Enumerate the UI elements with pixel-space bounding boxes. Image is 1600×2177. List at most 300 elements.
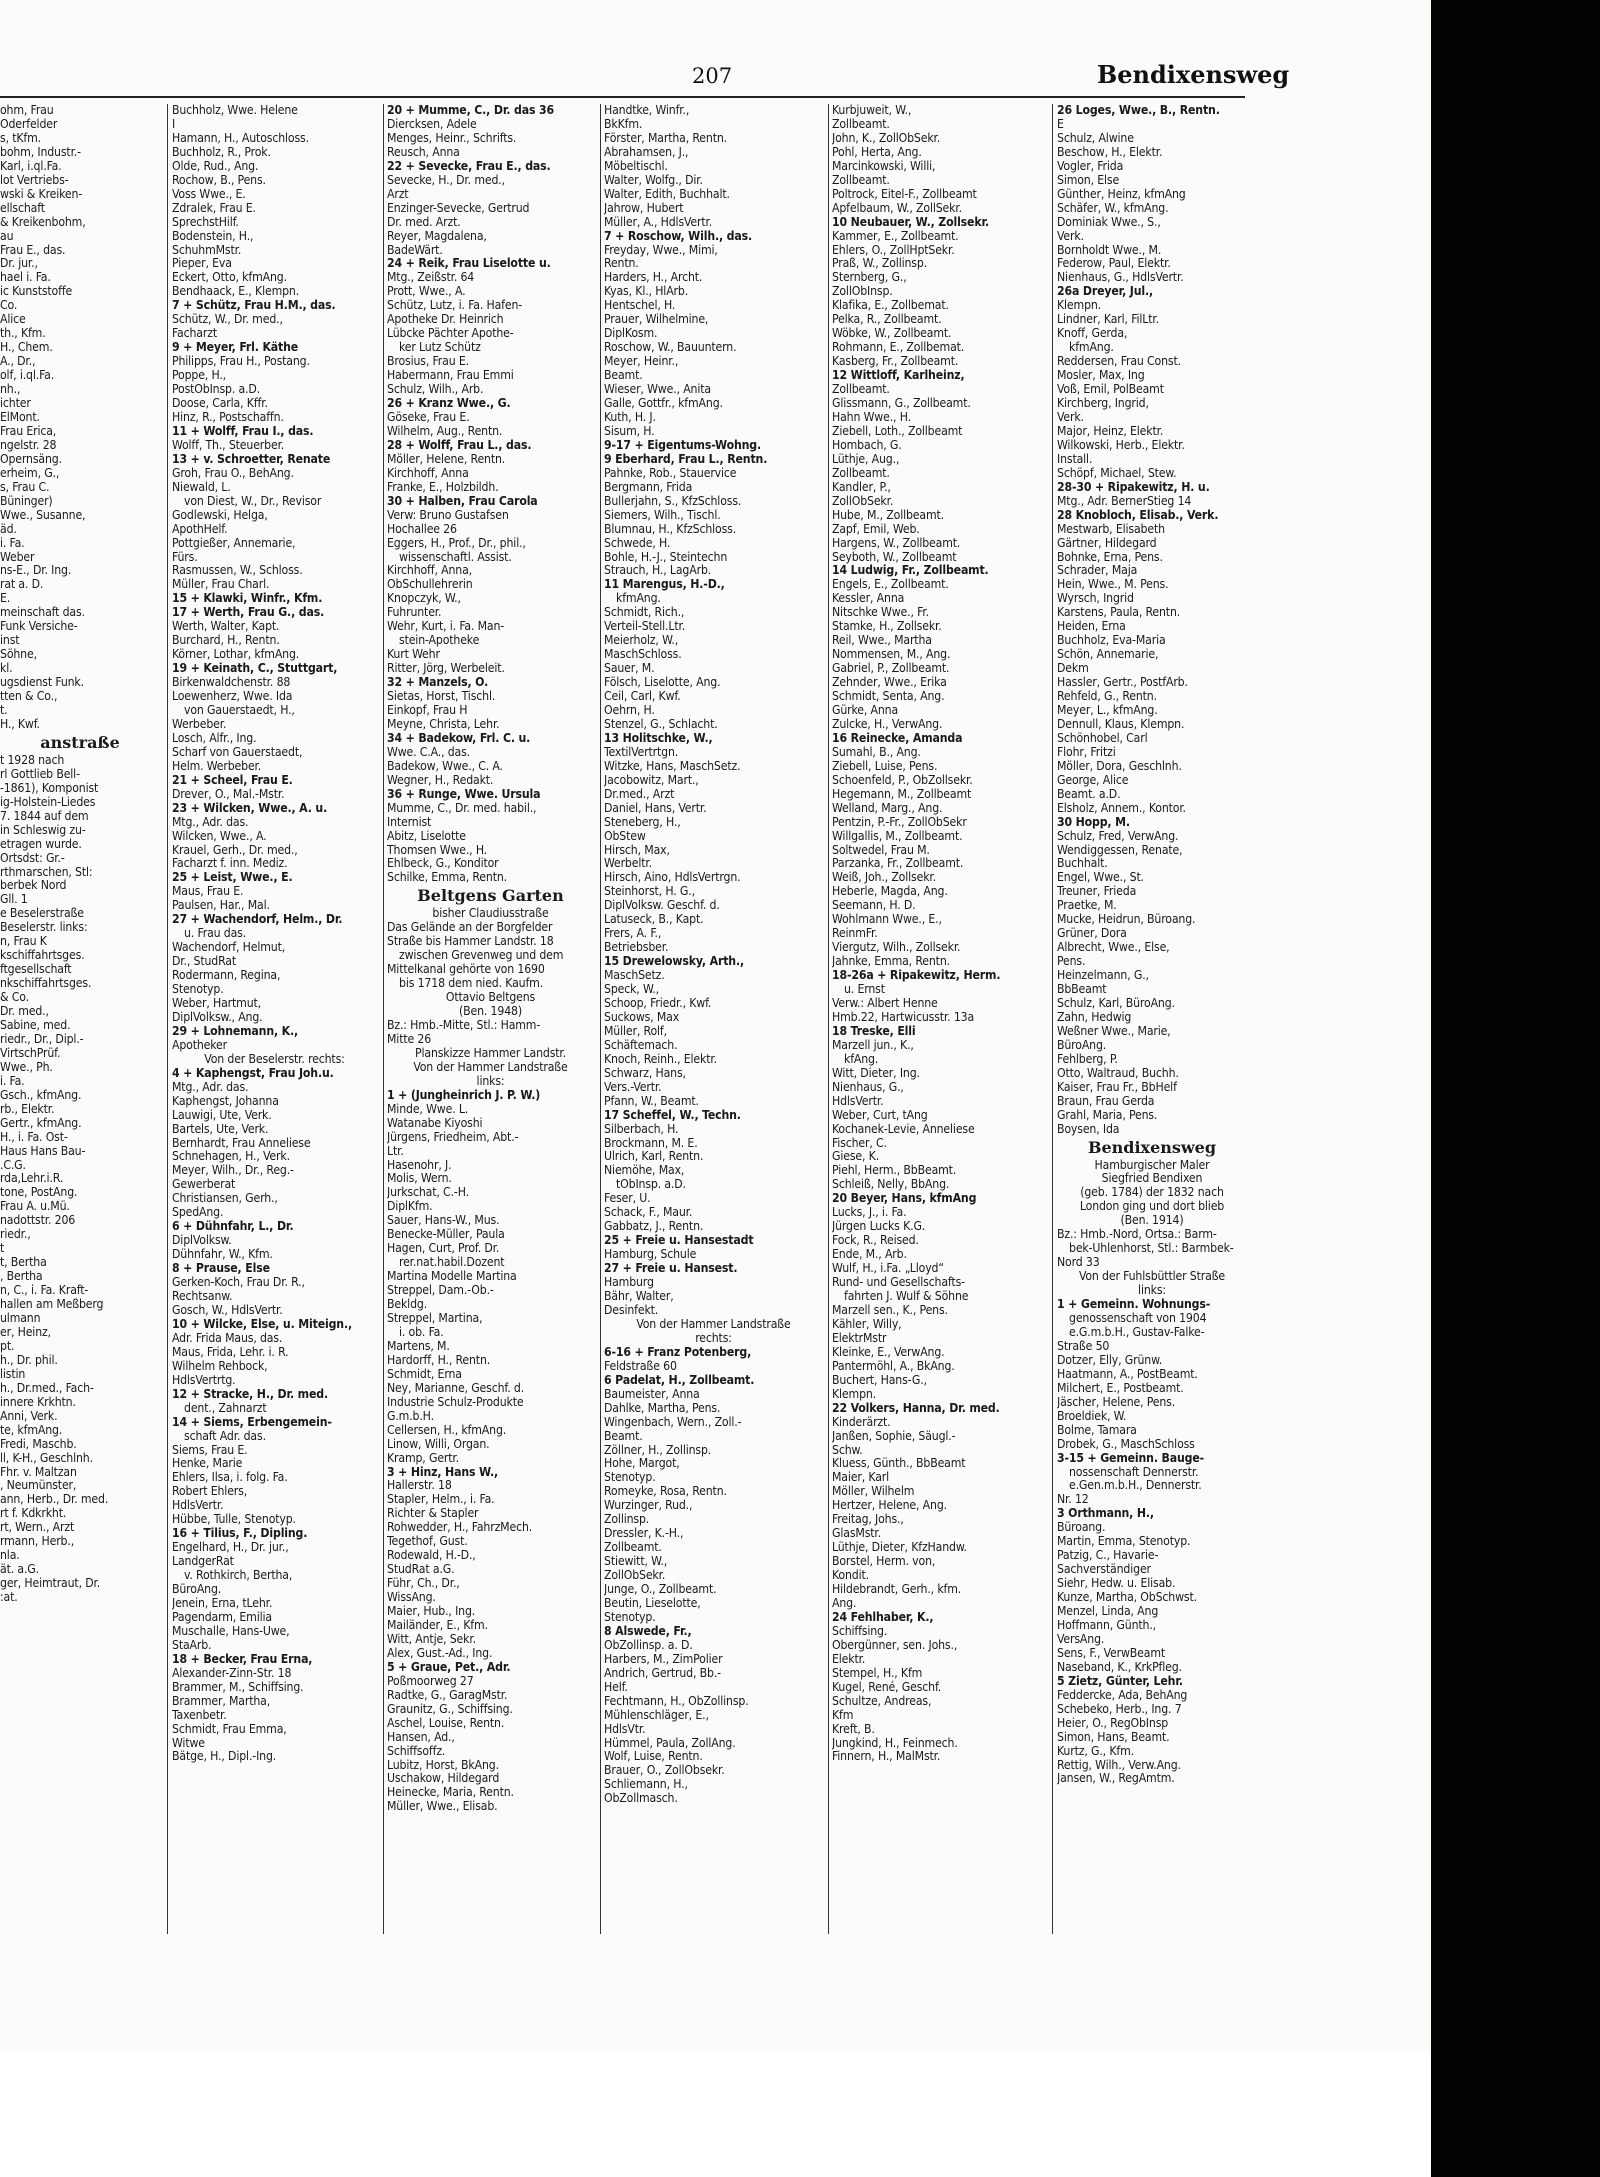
directory-line: BüroAng. — [172, 1582, 222, 1597]
directory-line: Wohlmann Wwe., E., — [832, 912, 942, 927]
directory-line: 1 + Gemeinn. Wohnungs- — [1057, 1297, 1211, 1312]
directory-line: 16 + Tilius, F., Dipling. — [172, 1526, 308, 1541]
directory-line: lot Vertriebs- — [0, 172, 69, 187]
directory-line: Kuth, H. J. — [604, 409, 656, 424]
directory-line: h., Dr. phil. — [0, 1352, 58, 1367]
directory-line: Schw. — [832, 1442, 863, 1457]
directory-line: Lucks, J., i. Fa. — [832, 1205, 907, 1220]
directory-line: Jäscher, Helene, Pens. — [1057, 1394, 1176, 1409]
directory-line: Simon, Else — [1057, 172, 1120, 187]
directory-line: Dr., StudRat — [172, 954, 237, 969]
directory-line: Mtg., Zeißstr. 64 — [387, 270, 475, 285]
directory-line: Brammer, M., Schiffsing. — [172, 1679, 304, 1694]
directory-line: StaArb. — [172, 1637, 212, 1652]
directory-line: Mucke, Heidrun, Büroang. — [1057, 912, 1196, 927]
directory-line: Desinfekt. — [604, 1302, 659, 1317]
directory-line: Hmb.22, Hartwicusstr. 13a — [832, 1009, 975, 1024]
directory-line: Hegemann, M., Zollbeamt — [832, 786, 972, 801]
directory-line: Arzt — [387, 186, 409, 201]
directory-line: Beschow, H., Elektr. — [1057, 144, 1163, 159]
directory-line: Lindner, Karl, FilLtr. — [1057, 312, 1159, 327]
directory-line: Frau Erica, — [0, 423, 57, 438]
directory-line: Schulz, Wilh., Arb. — [387, 382, 484, 397]
directory-line: Reusch, Anna — [387, 144, 460, 159]
directory-line: Mtg., Adr. das. — [172, 1079, 249, 1094]
directory-line: H., Kwf. — [0, 716, 40, 731]
directory-line: Schleiß, Nelly, BbAng. — [832, 1177, 950, 1192]
directory-line: Internist — [387, 814, 432, 829]
directory-line: Verteil-Stell.Ltr. — [604, 619, 686, 634]
directory-line: ann, Herb., Dr. med. — [0, 1492, 109, 1507]
directory-line: Sauer, M. — [604, 661, 655, 676]
directory-line: Verw.: Albert Henne — [832, 996, 938, 1010]
directory-line: (Ben. 1914) — [1120, 1213, 1184, 1228]
directory-line: Taxenbetr. — [172, 1707, 227, 1722]
directory-line: Buchholz, R., Prok. — [172, 144, 271, 159]
directory-line: ichter — [0, 396, 31, 411]
directory-line: schaft Adr. das. — [184, 1428, 266, 1443]
directory-line: Kyas, Kl., HlArb. — [604, 284, 689, 299]
directory-line: Heberle, Magda, Ang. — [832, 884, 948, 899]
directory-line: Dr.med., Arzt — [604, 786, 675, 801]
directory-line: Hasenohr, J. — [387, 1157, 452, 1172]
directory-line: Hirsch, Max, — [604, 842, 670, 857]
directory-line: Bodenstein, H., — [172, 228, 254, 243]
directory-line: au — [0, 228, 14, 243]
directory-line: Von der Beselerstr. rechts: — [204, 1051, 345, 1066]
directory-line: Weber, Hartmut, — [172, 996, 261, 1010]
directory-line: Praetke, M. — [1057, 898, 1117, 913]
directory-line: Gärtner, Hildegard — [1057, 535, 1157, 550]
directory-line: Willgallis, M., Zollbeamt. — [832, 828, 963, 843]
directory-line: Schütz, Lutz, i. Fa. Hafen- — [387, 298, 523, 313]
directory-line: ellschaft — [0, 200, 45, 215]
directory-line: Ritter, Jörg, Werbeleit. — [387, 661, 505, 676]
directory-line: 12 + Stracke, H., Dr. med. — [172, 1386, 328, 1401]
directory-line: Buchhalt. — [1057, 856, 1108, 871]
directory-line: rl Gottlieb Bell- — [0, 766, 80, 781]
directory-line: & Co. — [0, 990, 29, 1005]
directory-line: ZollObSekr. — [604, 1568, 666, 1583]
directory-line: ulmann — [0, 1311, 41, 1326]
directory-line: Mühlenschläger, E., — [604, 1707, 709, 1722]
directory-line: Werth, Walter, Kapt. — [172, 619, 280, 634]
directory-line: ElMont. — [0, 409, 40, 424]
directory-line: Suckows, Max — [604, 1009, 680, 1024]
directory-line: PostObInsp. a.D. — [172, 382, 261, 397]
directory-line: Gewerberat — [172, 1177, 236, 1192]
directory-line: Kasberg, Fr., Zollbeamt. — [832, 354, 959, 369]
directory-line: Klempn. — [1057, 298, 1102, 313]
directory-line: & Kreikenbohm, — [0, 214, 86, 229]
directory-line: 30 + Halben, Frau Carola — [387, 493, 538, 508]
column-2 — [172, 104, 377, 1944]
directory-line: ObSchullehrerin — [387, 577, 473, 592]
directory-line: er, Heinz, — [0, 1324, 51, 1339]
directory-line: Stamke, H., Zollsekr. — [832, 619, 942, 634]
directory-line: Wwe. C.A., das. — [387, 744, 471, 759]
directory-line: Grahl, Maria, Pens. — [1057, 1107, 1158, 1122]
directory-line: Tegethof, Gust. — [387, 1534, 468, 1549]
directory-line: Jenein, Erna, tLehr. — [172, 1595, 273, 1610]
directory-line: rt f. Kdkrkht. — [0, 1506, 67, 1521]
directory-line: Bekldg. — [387, 1297, 428, 1312]
directory-line: Sabine, med. — [0, 1018, 71, 1032]
directory-line: 25 + Freie u. Hansestadt — [604, 1233, 754, 1248]
directory-line: Kunze, Martha, ObSchwst. — [1057, 1590, 1197, 1605]
directory-line: Braun, Frau Gerda — [1057, 1093, 1155, 1108]
directory-line: Schoop, Friedr., Kwf. — [604, 996, 712, 1010]
directory-line: kschiffahrtsges. — [0, 948, 85, 963]
directory-line: i. ob. Fa. — [399, 1324, 444, 1339]
directory-line: Ltr. — [387, 1143, 404, 1158]
directory-line: Wolf, Luise, Rentn. — [604, 1749, 703, 1764]
directory-line: Förster, Martha, Rentn. — [604, 130, 727, 145]
directory-line: Silberbach, H. — [604, 1121, 679, 1136]
directory-line: Freitag, Johs., — [832, 1512, 904, 1527]
directory-line: Gabbatz, J., Rentn. — [604, 1219, 704, 1234]
directory-line: Fürs. — [172, 549, 198, 564]
directory-line: Junge, O., Zollbeamt. — [604, 1582, 717, 1597]
directory-line: Brauer, O., ZollObsekr. — [604, 1763, 725, 1778]
directory-line: Engelhard, H., Dr. jur., — [172, 1540, 289, 1555]
directory-line: v. Rothkirch, Bertha, — [184, 1568, 293, 1583]
directory-line: t, Bertha — [0, 1255, 47, 1270]
directory-line: Apfelbaum, W., ZollSekr. — [832, 200, 962, 215]
directory-line: Witzke, Hans, MaschSetz. — [604, 758, 741, 773]
directory-line: rat a. D. — [0, 577, 44, 592]
directory-line: Simon, Hans, Beamt. — [1057, 1729, 1170, 1744]
column-5 — [832, 104, 1047, 1944]
directory-line: Thomsen Wwe., H. — [387, 842, 488, 857]
directory-line: Praß, W., Zollinsp. — [832, 256, 927, 271]
directory-line: Marzell jun., K., — [832, 1037, 914, 1052]
directory-line: Wilhelm, Aug., Rentn. — [387, 423, 503, 438]
directory-line: rechts: — [695, 1330, 732, 1345]
directory-line: Pottgießer, Annemarie, — [172, 535, 296, 550]
directory-line: Bullerjahn, S., KfzSchloss. — [604, 493, 742, 508]
directory-line: Funk Versiche- — [0, 619, 78, 634]
directory-line: Henke, Marie — [172, 1456, 243, 1471]
directory-line: -1861), Komponist — [0, 780, 99, 795]
directory-line: tten & Co., — [0, 689, 58, 704]
directory-line: Hamburgischer Maler — [1094, 1157, 1210, 1172]
directory-line: Aschel, Louise, Rentn. — [387, 1715, 505, 1730]
directory-line: rer.nat.habil.Dozent — [399, 1255, 505, 1270]
directory-line: pt. — [0, 1338, 15, 1353]
directory-line: Apotheker — [172, 1037, 227, 1052]
directory-line: Buchert, Hans-G., — [832, 1372, 927, 1387]
directory-line: Paulsen, Har., Mal. — [172, 898, 270, 913]
directory-line: 13 Holitschke, W., — [604, 730, 713, 745]
directory-line: MaschSetz. — [604, 968, 665, 983]
directory-line: Frau E., das. — [0, 242, 66, 257]
directory-line: Weiß, Joh., Zollsekr. — [832, 870, 936, 885]
directory-line: 20 + Mumme, C., Dr. das 36 — [387, 104, 554, 117]
directory-line: Hassler, Gertr., PostfArb. — [1057, 675, 1188, 690]
directory-line: Nitschke Wwe., Fr. — [832, 605, 929, 620]
directory-line: Heinecke, Maria, Rentn. — [387, 1785, 514, 1800]
directory-line: Kurt Wehr — [387, 647, 440, 662]
directory-line: 22 Volkers, Hanna, Dr. med. — [832, 1400, 1000, 1415]
directory-line: Wilkowski, Herb., Elektr. — [1057, 437, 1185, 452]
directory-line: Enzinger-Sevecke, Gertrud — [387, 200, 530, 215]
directory-line: Buchholz, Eva-Maria — [1057, 633, 1166, 648]
directory-line: Stenotyp. — [604, 1609, 656, 1624]
directory-line: H., Chem. — [0, 340, 53, 355]
directory-line: Flohr, Fritzi — [1057, 744, 1116, 759]
directory-line: Pieper, Eva — [172, 256, 232, 271]
directory-line: listin — [0, 1366, 26, 1381]
directory-line: Reddersen, Frau Const. — [1057, 354, 1181, 369]
directory-line: Dr. jur., — [0, 256, 38, 271]
directory-line: Verk. — [1057, 228, 1084, 243]
directory-line: Grüner, Dora — [1057, 926, 1127, 941]
directory-line: Kfm — [832, 1707, 854, 1722]
directory-line: Hube, M., Zollbeamt. — [832, 507, 944, 522]
directory-line: h., Dr.med., Fach- — [0, 1380, 94, 1395]
directory-line: 11 + Wolff, Frau I., das. — [172, 423, 314, 438]
directory-line: Zollbeamt. — [832, 382, 890, 397]
column-divider — [383, 104, 384, 1934]
directory-line: Brammer, Martha, — [172, 1693, 271, 1708]
directory-line: Milchert, E., Postbeamt. — [1057, 1380, 1184, 1395]
directory-line: Hentschel, H. — [604, 298, 676, 313]
directory-line: Von der Fuhlsbüttler Straße — [1078, 1269, 1226, 1284]
directory-line: ApothHelf. — [172, 521, 228, 536]
directory-line: Rund- und Gesellschafts- — [832, 1275, 965, 1290]
directory-line: Drobek, G., MaschSchloss — [1057, 1436, 1195, 1451]
directory-line: Diercksen, Adele — [387, 116, 477, 131]
directory-line: Müller, A., HdlsVertr. — [604, 214, 713, 229]
directory-line: nh., — [0, 382, 21, 397]
column-4 — [604, 104, 823, 1944]
directory-line: Birkenwaldchenstr. 88 — [172, 675, 291, 690]
directory-line: i. Fa. — [0, 1073, 25, 1088]
directory-line: Betriebsber. — [604, 940, 669, 955]
directory-line: Obergünner, sen. Johs., — [832, 1637, 958, 1652]
directory-line: ll, K-H., Geschlnh. — [0, 1450, 93, 1465]
directory-line: Abitz, Liselotte — [387, 828, 466, 843]
directory-line: BkKfm. — [604, 116, 643, 131]
directory-line: 1 + (Jungheinrich J. P. W.) — [387, 1087, 541, 1102]
directory-line: links: — [476, 1073, 505, 1088]
directory-line: Rodermann, Regina, — [172, 968, 281, 983]
directory-line: ic Kunststoffe — [0, 284, 73, 299]
directory-line: Helm. Werbeber. — [172, 758, 262, 773]
directory-line: Dennull, Klaus, Klempn. — [1057, 716, 1185, 731]
directory-line: Gürke, Anna — [832, 702, 899, 717]
directory-line: rt, Wern., Arzt — [0, 1520, 75, 1535]
directory-line: Planskizze Hammer Landstr. — [415, 1045, 566, 1060]
directory-line: Zollbeamt. — [832, 172, 890, 187]
directory-line: Maus, Frida, Lehr. i. R. — [172, 1344, 289, 1359]
directory-line: Hardorff, H., Rentn. — [387, 1352, 491, 1367]
directory-line: Kugel, René, Geschf. — [832, 1679, 942, 1694]
directory-line: Büninger) — [0, 493, 53, 508]
directory-line: Schrader, Maja — [1057, 563, 1138, 578]
directory-line: Siehr, Hedw. u. Elisab. — [1057, 1576, 1176, 1591]
directory-line: SpedAng. — [172, 1205, 224, 1220]
directory-line: s, Frau C. — [0, 479, 50, 494]
directory-line: 8 Alswede, Fr., — [604, 1623, 692, 1638]
directory-line: Wilcken, Wwe., A. — [172, 828, 267, 843]
directory-line: Schönhobel, Carl — [1057, 730, 1148, 745]
directory-line: ftgesellschaft — [0, 962, 72, 977]
directory-line: Romeyke, Rosa, Rentn. — [604, 1484, 727, 1499]
directory-line: ObStew — [604, 828, 646, 843]
directory-line: Nienhaus, G., — [832, 1079, 904, 1094]
directory-line: meinschaft das. — [0, 605, 85, 620]
directory-line: Alex, Gust.-Ad., Ing. — [387, 1645, 493, 1660]
directory-line: Knopczyk, W., — [387, 591, 461, 606]
directory-line: Wyrsch, Ingrid — [1057, 591, 1134, 606]
directory-line: Marcinkowski, Willi, — [832, 158, 936, 173]
directory-line: Von der Hammer Landstraße — [636, 1316, 791, 1331]
column-divider — [1052, 104, 1053, 1934]
directory-line: Groh, Frau O., BehAng. — [172, 465, 294, 480]
directory-line: Nommensen, M., Ang. — [832, 647, 951, 662]
directory-line: 22 + Sevecke, Frau E., das. — [387, 158, 551, 173]
page-number: 207 — [692, 64, 733, 88]
directory-line: Straße 50 — [1057, 1338, 1110, 1353]
directory-line: ger, Heimtraut, Dr. — [0, 1576, 101, 1591]
directory-line: Jürgen Lucks K.G. — [832, 1219, 926, 1234]
directory-line: Hildebrandt, Gerh., kfm. — [832, 1582, 962, 1597]
directory-line: Hallerstr. 18 — [387, 1478, 452, 1493]
directory-line: Wieser, Wwe., Anita — [604, 382, 711, 397]
directory-line: Jahrow, Hubert — [604, 200, 684, 215]
directory-line: 28 Knobloch, Elisab., Verk. — [1057, 507, 1219, 522]
directory-line: Voss Wwe., E. — [172, 186, 246, 201]
directory-line: 12 Wittloff, Karlheinz, — [832, 368, 965, 383]
directory-line: 5 + Graue, Pet., Adr. — [387, 1659, 511, 1674]
directory-line: äd. — [0, 521, 17, 536]
directory-line: Rasmussen, W., Schloss. — [172, 563, 303, 578]
directory-line: Rohmann, E., Zollbemat. — [832, 340, 965, 355]
directory-line: Gabriel, P., Zollbeamt. — [832, 661, 950, 676]
directory-line: ns-E., Dr. Ing. — [0, 563, 72, 578]
directory-line: Siemers, Wilh., Tischl. — [604, 507, 721, 522]
directory-line: Möller, Helene, Rentn. — [387, 451, 506, 466]
directory-line: kfmAng. — [616, 591, 661, 606]
directory-line: 18 Treske, Elli — [832, 1023, 916, 1038]
directory-line: Minde, Wwe. L. — [387, 1101, 469, 1116]
directory-line: 26 Loges, Wwe., B., Rentn. — [1057, 104, 1220, 117]
directory-line: Bohnke, Erna, Pens. — [1057, 549, 1163, 564]
directory-line: Harders, H., Archt. — [604, 270, 703, 285]
directory-line: Install. — [1057, 451, 1093, 466]
directory-line: Kaphengst, Johanna — [172, 1093, 279, 1108]
directory-line: Franke, E., Holzbildh. — [387, 479, 499, 494]
directory-line: Jurkschat, C.-H. — [387, 1185, 469, 1200]
directory-line: Nienhaus, G., HdlsVertr. — [1057, 270, 1184, 285]
directory-line: Bz.: Hmb.-Nord, Ortsa.: Barm- — [1057, 1227, 1217, 1242]
directory-line: Martin, Emma, Stenotyp. — [1057, 1534, 1191, 1549]
directory-line: Kessler, Anna — [832, 591, 905, 606]
directory-line: Strauch, H., LagArb. — [604, 563, 712, 578]
directory-line: erheim, G., — [0, 465, 60, 480]
directory-line: n, C., i. Fa. Kraft- — [0, 1283, 89, 1298]
directory-line: s, tKfm. — [0, 130, 41, 145]
directory-line: 20 Beyer, Hans, kfmAng — [832, 1191, 977, 1206]
directory-line: Feldstraße 60 — [604, 1358, 677, 1373]
directory-line: bisher Claudiusstraße — [432, 906, 549, 921]
directory-line: Speck, W., — [604, 982, 659, 997]
directory-line: LandgerRat — [172, 1554, 234, 1569]
directory-line: kfmAng. — [1069, 340, 1114, 355]
directory-line: Dahlke, Martha, Pens. — [604, 1400, 721, 1415]
directory-line: Witt, Dieter, Ing. — [832, 1065, 920, 1080]
directory-line: Apotheke Dr. Heinrich — [387, 312, 504, 327]
directory-line: Dr. med., — [0, 1004, 49, 1019]
directory-line: e.Gen.m.b.H., Dennerstr. — [1069, 1478, 1202, 1493]
directory-line: Niemöhe, Max, — [604, 1163, 685, 1178]
directory-line: Hamann, H., Autoschloss. — [172, 130, 309, 145]
directory-line: Söhne, — [0, 647, 37, 662]
directory-line: nkschiffahrtsges. — [0, 976, 92, 991]
directory-line: Brosius, Frau E. — [387, 354, 469, 369]
directory-line: Co. — [0, 298, 18, 313]
directory-line: 21 + Scheel, Frau E. — [172, 772, 293, 787]
directory-line: ugsdienst Funk. — [0, 675, 84, 690]
directory-line: Stenzel, G., Schlacht. — [604, 716, 718, 731]
directory-line: Sevecke, H., Dr. med., — [387, 172, 505, 187]
directory-line: Alexander-Zinn-Str. 18 — [172, 1665, 292, 1680]
directory-line: Bendhaack, E., Klempn. — [172, 284, 300, 299]
directory-line: Bartels, Ute, Verk. — [172, 1121, 269, 1136]
directory-line: Walter, Edith, Buchhalt. — [604, 186, 730, 201]
directory-line: Straße bis Hammer Landstr. 18 — [387, 934, 554, 949]
directory-line: Kirchhoff, Anna, — [387, 563, 472, 578]
directory-line: Jungkind, H., Feinmech. — [832, 1735, 958, 1750]
directory-line: Werbeber. — [172, 716, 227, 731]
directory-line: Mtg., Adr. das. — [172, 814, 249, 829]
column-6 — [1057, 104, 1247, 1944]
directory-line: kfAng. — [844, 1051, 879, 1066]
directory-line: WissAng. — [387, 1590, 436, 1605]
directory-line: Sternberg, G., — [832, 270, 907, 285]
directory-line: SchuhmMstr. — [172, 242, 242, 257]
directory-line: 17 Scheffel, W., Techn. — [604, 1107, 741, 1122]
directory-line: Schultze, Andreas, — [832, 1693, 932, 1708]
directory-line: Sachverständiger — [1057, 1562, 1151, 1577]
directory-line: wissenschaftl. Assist. — [399, 549, 512, 564]
directory-line: ig-Holstein-Liedes — [0, 794, 96, 809]
directory-line: Weber — [0, 549, 35, 564]
directory-line: 19 + Keinath, C., Stuttgart, — [172, 661, 338, 676]
directory-line: Roschow, W., Bauuntern. — [604, 340, 737, 355]
directory-line: Lauwigi, Ute, Verk. — [172, 1107, 272, 1122]
directory-line: London ging und dort blieb — [1079, 1199, 1225, 1214]
directory-line: .C.G. — [0, 1157, 26, 1172]
directory-line: Federow, Paul, Elektr. — [1057, 256, 1171, 271]
directory-line: Schnehagen, H., Verk. — [172, 1149, 290, 1164]
directory-line: 26 + Kranz Wwe., G. — [387, 396, 511, 411]
directory-line: tObInsp. a.D. — [616, 1177, 686, 1192]
directory-line: Wendiggessen, Renate, — [1057, 842, 1183, 857]
directory-line: Wwe., Ph. — [0, 1059, 53, 1074]
directory-line: Prauer, Wilhelmine, — [604, 312, 709, 327]
directory-line: Pahnke, Rob., Stauervice — [604, 465, 737, 480]
column-1 — [0, 104, 160, 1944]
directory-line: 14 + Siems, Erbengemein- — [172, 1414, 332, 1429]
directory-line: Ang. — [832, 1595, 857, 1610]
directory-line: Wwe., Susanne, — [0, 507, 86, 522]
directory-line: Albrecht, Wwe., Else, — [1057, 940, 1170, 955]
directory-line: Ottavio Beltgens — [445, 990, 536, 1005]
directory-line: Mosler, Max, Ing — [1057, 368, 1145, 383]
